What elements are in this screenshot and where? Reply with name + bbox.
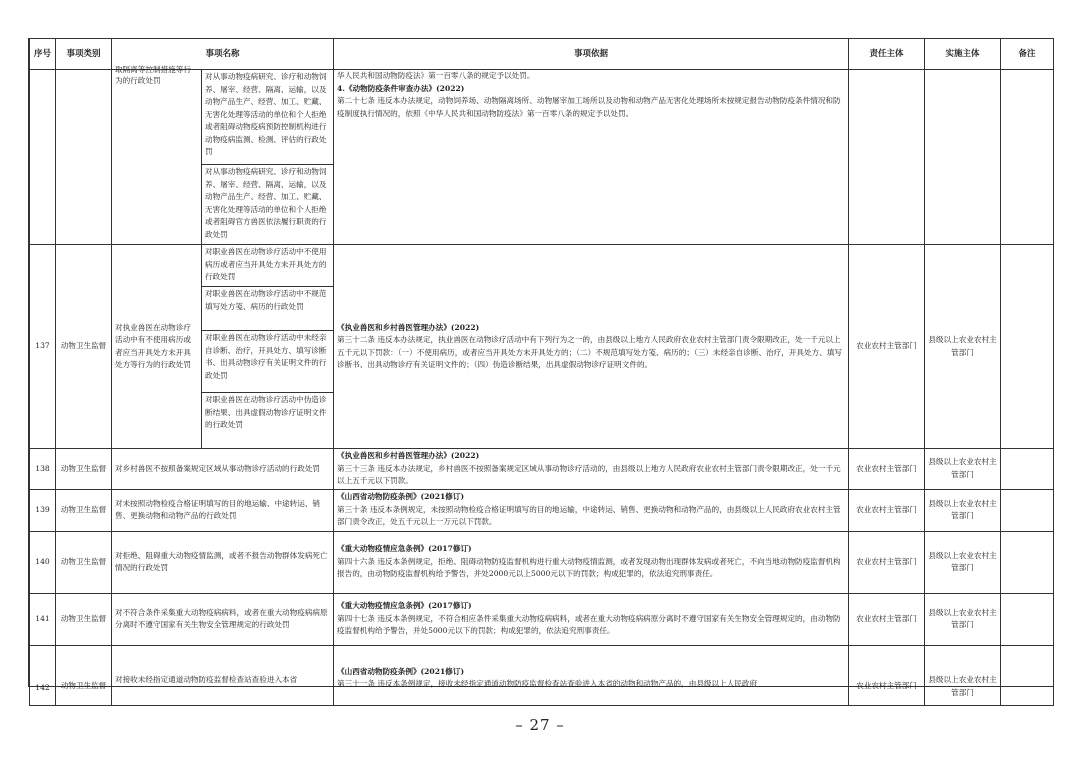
row-subitem: 对从事动物疫病研究、诊疗和动物饲养、屠宰、经营、隔离、运输，以及动物产品生产、经营、加工、贮藏、无害化处理等活动的单位和个人拒绝或者阻碍官方兽医依法履行职责的行政处罚	[202, 165, 334, 245]
row-item-name: 对不符合条件采集重大动物疫病病料，或者在重大动物疫病病原分离时不遵守国家有关生物安全管理规定的行政处罚	[112, 593, 334, 645]
row-responsible: 农业农村主管部门	[849, 593, 925, 645]
row-remark	[1001, 449, 1054, 490]
row-category: 动物卫生监督	[56, 645, 112, 705]
row-legal-basis	[334, 645, 849, 705]
row-implementer: 县级以上农业农村主管部门	[925, 645, 1001, 705]
row-legal-basis	[334, 593, 849, 645]
row-category: 动物卫生监督	[56, 489, 112, 531]
row-category: 动物卫生监督	[56, 449, 112, 490]
row-item-name: 对拒绝、阻碍重大动物疫情监测，或者不报告动物群体发病死亡情况的行政处罚	[112, 531, 334, 593]
basis-body: 第四十七条 违反本条例规定，不符合相应条件采集重大动物疫病病料，或者在重大动物疫病病原分离时不遵守国家有关生物安全管理规定的，由动物防疫监督机构给予警告，并处5000元以下的罚款；构成犯罪的，依法追究刑事责任。	[337, 613, 841, 636]
row-remark	[1001, 245, 1054, 449]
enforcement-items-table	[29, 38, 1054, 706]
row-responsible: 农业农村主管部门	[849, 449, 925, 490]
basis-body: 第三十二条 违反本办法规定，执业兽医在动物诊疗活动中有下列行为之一的，由县级以上地方人民政府农业农村主管部门责令限期改正，处一千元以上五千元以下罚款：（一）不使用病历，或者应当开具处方未开具处方的；（二）不规范填写处方笺、病历的；（三）未经亲自诊断、治疗，开具处方、填写诊断书、出具动物诊疗有关证明文件的；（四）伪造诊断结果，出具虚假动物诊疗证明文件的。	[337, 335, 842, 369]
header-legal-basis: 事项依据	[334, 39, 849, 70]
row-legal-basis	[334, 489, 849, 531]
row-index: 142	[30, 645, 56, 705]
row-responsible: 农业农村主管部门	[849, 645, 925, 705]
cont-name: 取隔离等控制措施等行为的行政处罚	[115, 65, 191, 85]
row-implementer	[925, 70, 1001, 245]
basis-body: 第二十七条 违反本办法规定，动物饲养场、动物隔离场所、动物屠宰加工场所以及动物和动物产品无害化处理场所未按规定报告动物防疫条件情况和防疫制度执行情况的，依照《中华人民共和国动物防疫法》第一百零八条的规定予以处罚。	[337, 96, 841, 118]
row-legal-basis	[334, 531, 849, 593]
basis-title: 《山西省动物防疫条例》(2021修订)	[337, 492, 465, 502]
row-index: 139	[30, 489, 56, 531]
row-remark	[1001, 531, 1054, 593]
basis-body: 第三十一条 违反本条例规定，接收未经指定通道动物防疫监督检查站查验进入本省的动物和动物产品的，由县级以上人民政府	[337, 679, 758, 688]
row-implementer: 县级以上农业农村主管部门	[925, 593, 1001, 645]
table-row	[30, 645, 1054, 705]
row-category	[56, 70, 112, 245]
row-implementer: 县级以上农业农村主管部门	[925, 489, 1001, 531]
basis-title: 《重大动物疫情应急条例》(2017修订)	[337, 544, 472, 554]
table-row	[30, 531, 1054, 593]
row-subitem: 对职业兽医在动物诊疗活动中不规范填写处方笺、病历的行政处罚	[202, 287, 334, 331]
basis-body: 第四十六条 违反本条例规定，拒绝、阻碍动物防疫监督机构进行重大动物疫情监测，或者发现动物出现群体发病或者死亡，不向当地动物防疫监督机构报告的，由动物防疫监督机构给予警告，并处2000元以上5000元以下的罚款；构成犯罪的，依法追究刑事责任。	[337, 556, 841, 579]
header-implementing-party: 实施主体	[925, 39, 1001, 70]
row-legal-basis	[334, 70, 849, 245]
header-item-name: 事项名称	[112, 39, 334, 70]
basis-cont-top: 华人民共和国动物防疫法》第一百零八条的规定予以处罚。	[337, 71, 535, 80]
basis-title: 4.《动物防疫条件审查办法》(2022)	[337, 83, 465, 93]
row-legal-basis	[334, 245, 849, 449]
header-index: 序号	[30, 39, 56, 70]
row-item-name	[112, 65, 202, 245]
table-row	[30, 593, 1054, 645]
row-category: 动物卫生监督	[56, 593, 112, 645]
basis-body: 第三十三条 违反本办法规定，乡村兽医不按照备案规定区域从事动物诊疗活动的，由县级以上地方人民政府农业农村主管部门责令限期改正，处一千元以上五千元以下罚款。	[337, 463, 841, 485]
row-responsible: 农业农村主管部门	[849, 531, 925, 593]
row-responsible: 农业农村主管部门	[849, 489, 925, 531]
header-remarks: 备注	[1001, 39, 1054, 70]
row-subitem: 对职业兽医在动物诊疗活动中伪造诊断结果、出具虚假动物诊疗证明文件的行政处罚	[202, 393, 334, 449]
row-index: 140	[30, 531, 56, 593]
row-item-name: 对执业兽医在动物诊疗活动中有不使用病历或者应当开具处方未开具处方等行为的行政处罚	[112, 245, 202, 449]
row-subitem: 对职业兽医在动物诊疗活动中不使用病历或者应当开具处方未开具处方的行政处罚	[202, 245, 334, 287]
row-subitem: 对职业兽医在动物诊疗活动中未经亲自诊断、治疗，开具处方、填写诊断书、出具动物诊疗有关证明文件的行政处罚	[202, 331, 334, 393]
row-index	[30, 70, 56, 245]
basis-title: 《山西省动物防疫条例》(2021修订)	[337, 666, 465, 676]
page-number: – 27 –	[515, 716, 565, 734]
header-responsible-party: 责任主体	[849, 39, 925, 70]
row-responsible	[849, 70, 925, 245]
row-index: 141	[30, 593, 56, 645]
row-remark	[1001, 593, 1054, 645]
row-implementer: 县级以上农业农村主管部门	[925, 245, 1001, 449]
document-table-sheet	[28, 38, 1054, 697]
row-item-name: 对接收未经指定通道动物防疫监督检查站查验进入本省	[112, 645, 334, 705]
header-category: 事项类别	[56, 39, 112, 70]
row-category: 动物卫生监督	[56, 245, 112, 449]
table-row	[30, 245, 1054, 287]
basis-title: 《执业兽医和乡村兽医管理办法》(2022)	[337, 322, 480, 332]
row-legal-basis	[334, 449, 849, 490]
row-remark	[1001, 70, 1054, 245]
basis-title: 《执业兽医和乡村兽医管理办法》(2022)	[337, 451, 480, 460]
row-index: 138	[30, 449, 56, 490]
row-remark	[1001, 645, 1054, 705]
row-item-name: 对乡村兽医不按照备案规定区域从事动物诊疗活动的行政处罚	[112, 449, 334, 490]
basis-body: 第三十条 违反本条例规定，未按照动物检疫合格证明填写的目的地运输，中途转运、销售、更换动物和动物产品的，由县级以上人民政府农业农村主管部门责令改正，处五千元以上一万元以下罚款。	[337, 504, 841, 527]
row-category: 动物卫生监督	[56, 531, 112, 593]
row-responsible: 农业农村主管部门	[849, 245, 925, 449]
row-subitem: 对从事动物疫病研究、诊疗和动物饲养、屠宰、经营、隔离、运输，以及动物产品生产、经营、加工、贮藏、无害化处理等活动的单位和个人拒绝或者阻碍动物疫病预防控制机构进行动物疫病监测、检测、评估的行政处罚	[202, 70, 334, 165]
table-row	[30, 70, 1054, 165]
row-index: 137	[30, 245, 56, 449]
row-remark	[1001, 489, 1054, 531]
basis-title: 《重大动物疫情应急条例》(2017修订)	[337, 601, 472, 611]
row-implementer: 县级以上农业农村主管部门	[925, 449, 1001, 490]
row-item-name: 对未按照动物检疫合格证明填写的目的地运输、中途转运、销售、更换动物和动物产品的行政处罚	[112, 489, 334, 531]
row-implementer: 县级以上农业农村主管部门	[925, 531, 1001, 593]
table-row	[30, 489, 1054, 531]
table-row	[30, 449, 1054, 490]
